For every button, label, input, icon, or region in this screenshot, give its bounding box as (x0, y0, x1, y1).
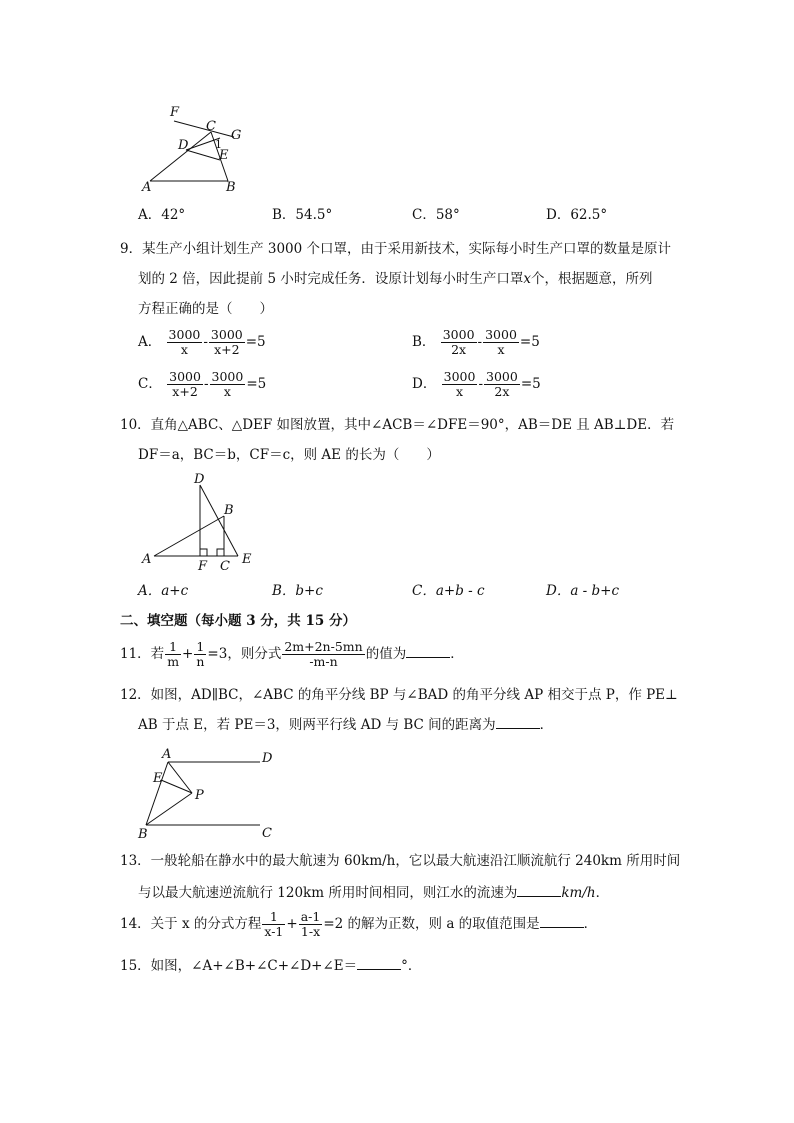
frac-num: 3000 (486, 369, 518, 384)
rhs: =5 (520, 376, 541, 392)
q10-label-b: B (224, 503, 234, 518)
frac-den: x (180, 342, 188, 357)
frac-den: m (167, 654, 180, 669)
q9-option-c (138, 370, 266, 399)
q9-option-a-frac2 (209, 328, 245, 357)
frac-num: 3000 (168, 327, 201, 342)
q9-option-b-label: B． (412, 334, 436, 350)
q10-line-2: DF＝a，BC＝b，CF＝c，则 AE 的长为（ ） (138, 447, 440, 463)
frac-num: 2m+2n-5mn (284, 639, 363, 654)
frac-den: x-1 (264, 924, 284, 939)
q10-line-1: 10．直角△ABC、△DEF 如图放置，其中∠ACB＝∠DFE＝90°，AB＝DE 且 AB⊥DE．若 (120, 417, 675, 433)
q9-option-c-label: C． (138, 376, 162, 392)
q11-frac-1 (165, 640, 181, 669)
q12-label-e: E (153, 771, 163, 786)
q12-answer-blank[interactable] (496, 716, 540, 729)
q8-label-e: E (219, 148, 229, 163)
plus: + (286, 916, 298, 932)
q11 (120, 640, 464, 669)
q12-figure (134, 742, 284, 842)
q9-option-d-label: D． (412, 376, 437, 392)
section-2-title: 二、填空题（每小题 3 分，共 15 分） (120, 613, 356, 629)
q12-label-d: D (262, 751, 273, 766)
q8-option-d: D．62.5° (546, 207, 608, 223)
frac-den: n (196, 654, 205, 669)
q9-option-a-label: A． (138, 334, 162, 350)
q15-end: °． (401, 958, 422, 974)
frac-num: 3000 (211, 369, 244, 384)
q9-line-2b: 个，根据题意，所列 (530, 271, 653, 287)
q12-line-2 (138, 716, 553, 734)
q9-option-c-frac2 (210, 370, 246, 399)
q9-option-a-frac1 (167, 328, 203, 357)
q15 (120, 957, 421, 975)
frac-num: 3000 (210, 327, 243, 342)
frac-den: x (223, 384, 231, 399)
minus: - (203, 334, 208, 350)
q9-line-2 (138, 270, 652, 288)
frac-num: 3000 (485, 327, 517, 342)
q13-unit: km/h (561, 885, 596, 901)
q11-eq: =3，则分式 (207, 646, 282, 662)
q8-option-a: A．42° (138, 207, 186, 223)
q13-end: ． (595, 885, 610, 901)
minus: - (477, 334, 483, 350)
q11-answer-blank[interactable] (406, 645, 450, 658)
q10-option-a: A．a+c (138, 583, 189, 599)
q10-figure (138, 470, 258, 575)
frac-den: 1-x (300, 924, 321, 939)
frac-den: -m-n (309, 654, 338, 669)
q11-prefix: 11．若 (120, 646, 165, 662)
q13-line-2 (138, 884, 609, 902)
q12-label-a: A (162, 747, 172, 762)
q12-label-c: C (262, 826, 272, 841)
q10-label-a: A (142, 552, 152, 567)
q8-label-1: 1 (215, 138, 222, 151)
frac-num: 3000 (442, 327, 475, 342)
rhs: =5 (519, 334, 540, 350)
q9-option-b-frac1 (441, 328, 477, 357)
q14-frac-2 (299, 910, 323, 939)
frac-den: x+2 (214, 342, 240, 357)
q10-option-b: B．b+c (272, 583, 323, 599)
q9-option-b-frac2 (483, 328, 519, 357)
frac-num: a-1 (300, 909, 321, 924)
q8-label-g: G (231, 128, 242, 143)
q14-answer-blank[interactable] (540, 915, 584, 928)
q11-end: ． (450, 646, 464, 662)
q9-option-d-frac1 (442, 370, 478, 399)
q8-label-a: A (142, 180, 152, 195)
q12-end: ． (539, 717, 554, 733)
q12-label-b: B (138, 827, 148, 842)
q8-label-c: C (206, 119, 216, 134)
q9-option-c-frac1 (167, 370, 203, 399)
frac-den: x+2 (172, 384, 198, 399)
q9-line-3: 方程正确的是（ ） (138, 301, 273, 317)
q9-option-d-frac2 (484, 370, 520, 399)
q9-option-b (412, 328, 540, 357)
q10-option-d: D．a - b+c (546, 583, 620, 599)
frac-den: x (456, 384, 464, 399)
q8-label-d: D (178, 138, 189, 153)
q14-eq: =2 的解为正数，则 a 的取值范围是 (323, 916, 540, 932)
q8-option-c: C．58° (412, 207, 460, 223)
q10-label-e: E (242, 552, 252, 567)
q10-label-c: C (220, 559, 230, 574)
q15-text: 15．如图，∠A+∠B+∠C+∠D+∠E＝ (120, 958, 358, 974)
q8-label-b: B (226, 180, 236, 195)
q15-answer-blank[interactable] (357, 957, 401, 970)
rhs: =5 (245, 334, 266, 350)
q11-frac-3 (282, 640, 364, 669)
q14-prefix: 14．关于 x 的分式方程 (120, 916, 262, 932)
q9-line-2a: 划的 2 倍，因此提前 5 小时完成任务．设原计划每小时生产口罩 (138, 271, 524, 287)
q13-line-1: 13．一般轮船在静水中的最大航速为 60km/h，它以最大航速沿江顺流航行 240km 所用时间 (120, 853, 681, 869)
q13-line-2a: 与以最大航速逆流航行 120km 所用时间相同，则江水的流速为 (138, 885, 518, 901)
frac-den: 2x (494, 384, 510, 399)
frac-num: 1 (262, 910, 285, 925)
q14-end: ． (583, 916, 598, 932)
q12-line-2a: AB 于点 E，若 PE＝3，则两平行线 AD 与 BC 间的距离为 (138, 717, 496, 733)
frac-num: 1 (194, 640, 206, 655)
q14-frac-1 (262, 910, 285, 939)
minus: - (203, 376, 209, 392)
q10-option-c: C．a+b - c (412, 583, 485, 599)
q12-line-1: 12．如图，AD∥BC，∠ABC 的角平分线 BP 与∠BAD 的角平分线 AP 相交于点 P，作 PE⊥ (120, 687, 678, 703)
minus: - (478, 376, 483, 392)
q11-suffix: 的值为 (365, 646, 407, 662)
frac-num: 3000 (169, 369, 201, 384)
frac-den: 2x (451, 342, 467, 357)
q13-answer-blank[interactable] (517, 884, 561, 897)
q14 (120, 910, 597, 939)
frac-num: 3000 (443, 369, 476, 384)
q8-figure (138, 100, 253, 195)
rhs: =5 (246, 376, 267, 392)
q9-line-1: 9．某生产小组计划生产 3000 个口罩，由于采用新技术，实际每小时生产口罩的数量是原计 (120, 241, 672, 257)
frac-den: x (497, 342, 505, 357)
q12-label-p: P (195, 788, 204, 803)
q11-frac-2 (194, 640, 206, 669)
q9-var-x: x (523, 271, 531, 287)
q9-option-a (138, 328, 266, 357)
frac-num: 1 (165, 640, 181, 655)
plus: + (182, 646, 194, 662)
q9-option-d (412, 370, 541, 399)
q10-label-d: D (194, 472, 205, 487)
q8-option-b: B．54.5° (272, 207, 333, 223)
q8-label-f: F (170, 105, 180, 120)
q10-label-f: F (198, 559, 208, 574)
